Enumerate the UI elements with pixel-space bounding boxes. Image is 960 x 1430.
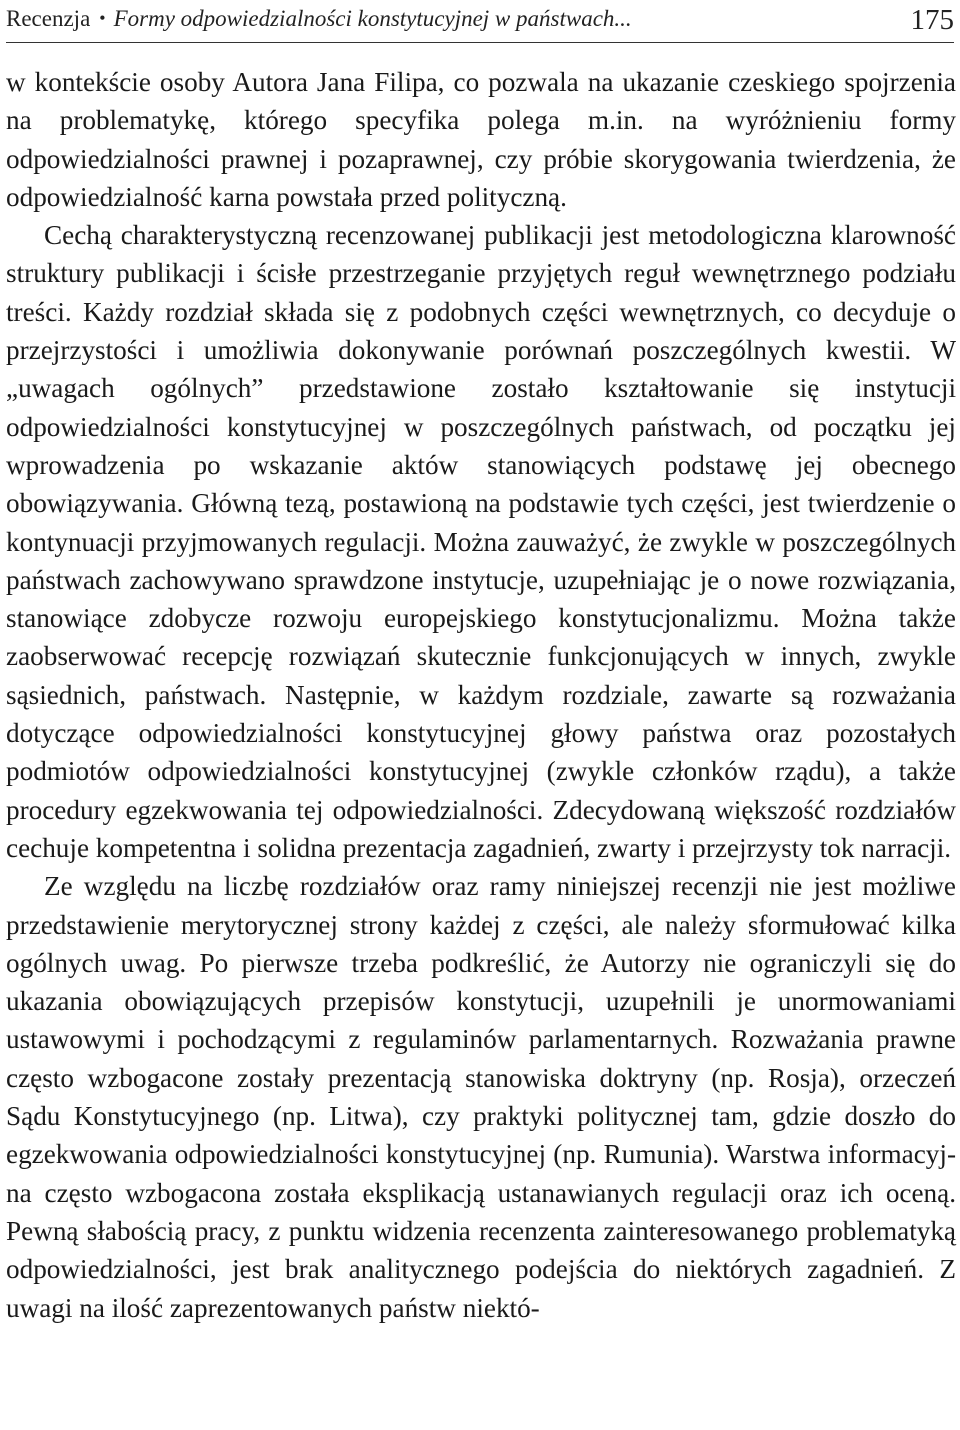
running-head	[6, 0, 954, 43]
paragraph-general-remarks: Ze względu na liczbę rozdziałów oraz ramy niniejszej recenzji nie jest możliwe przedstawienie merytorycznej strony każdej z części, ale należy sformułować kilka ogólnych uwag. Po pierwsze trzeba podkreślić, że Autorzy nie ograniczyli się do ukazania obowiązujących przepisów konstytucji, uzupełnili je unormowaniami ustawowymi i pochodzącymi z regulaminów parlamentarnych. Rozważania prawne często wzbogacone zostały prezentacją stanowiska doktryny (np. Rosja), orzeczeń Sądu Konstytucyjnego (np. Litwa), czy praktyki politycznej tam, gdzie doszło do egzekwowania odpowiedzialności konstytucyjnej (np. Rumunia). Warstwa informacyjna często wzbogacona została eksplikacją ustanawianych regulacji oraz ich oceną. Pewną słabością pracy, z punktu widzenia recenzenta zainteresowanego problematyką odpowiedzialności, jest brak analitycznego podejścia do niektórych zagadnień. Z uwagi na ilość zaprezentowanych państw niektó-	[6, 871, 956, 1323]
running-title: Formy odpowiedzialności konstytucyjnej w państwach...	[113, 6, 632, 31]
section-label: Recenzja	[6, 6, 91, 31]
running-head-left	[6, 6, 632, 32]
paragraph-methodology: Cechą charakterystyczną recenzowanej publikacji jest metodologiczna klarowność struktury publikacji i ścisłe przestrzeganie przyjętych reguł wewnętrznego podziału treści. Każdy rozdział składa się z podobnych części wewnętrznych, co decyduje o przejrzystości i umożliwia dokonywanie porównań poszczególnych kwestii. W „uwagach ogólnych” przedstawione zostało kształtowanie się instytucji odpowiedzialności konstytucyjnej w poszczególnych państwach, od początku jej wprowadzenia po wskazanie aktów stanowiących podstawę jej obecnego obowiązywania. Główną tezą, postawioną na podstawie tych części, jest twierdzenie o kontynuacji przyjmowanych regulacji. Można zauważyć, że zwykle w poszczególnych państwach zachowywano sprawdzone instytucje, uzupełniając je o nowe rozwiązania, stanowiące zdobycze rozwoju europejskiego konstytucjonalizmu. Można także zaobserwować recepcję rozwiązań skutecznie funkcjonujących w innych, zwykle sąsiednich, państwach. Następnie, w każdym rozdziale, zawarte są rozważania dotyczące odpowiedzialności konstytucyjnej głowy państwa oraz pozostałych podmiotów odpowiedzialności konstytucyjnej (zwykle członków rządu), a także procedury egzekwowania tej odpowiedzialności. Zdecydowaną większość rozdziałów cechuje kompetentna i solidna prezentacja zagadnień, zwarty i przejrzysty tok narracji.	[6, 220, 956, 863]
page-number: 175	[910, 4, 954, 36]
paragraph-continuation: w kontekście osoby Autora Jana Filipa, co pozwala na ukazanie czeskiego spojrzenia na problematykę, którego specyfika polega m.in. na wyróżnieniu formy odpowiedzialności prawnej i pozaprawnej, czy próbie skorygowania twierdzenia, że odpowiedzialność karna powstała przed polityczną.	[6, 67, 956, 212]
bullet-separator: •	[99, 8, 106, 28]
body-text	[6, 63, 956, 1327]
